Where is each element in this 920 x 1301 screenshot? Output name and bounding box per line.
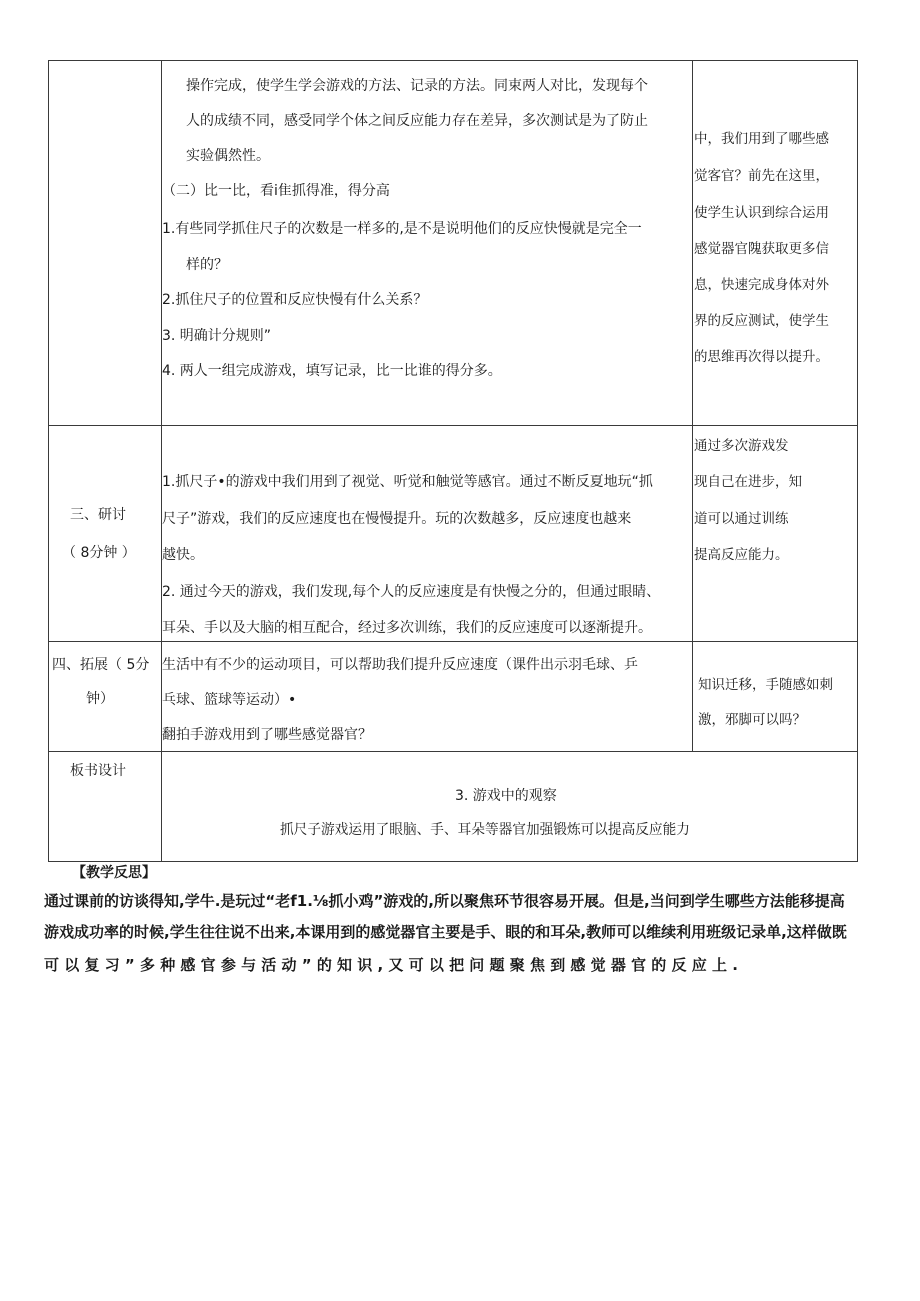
column-divider-right <box>692 61 693 751</box>
row-divider-1 <box>49 425 857 426</box>
row3-note-line: 激，邪脚可以吗？ <box>698 712 806 728</box>
row1-note-line: 使学生认识到综合运用 <box>694 205 829 221</box>
section-label-discussion: 三、研讨 <box>70 507 126 523</box>
row-divider-2 <box>49 641 857 642</box>
row1-note-line: 中，我们用到了哪些感 <box>694 131 829 147</box>
row2-main-line: 2. 通过今天的游戏，我们发现,每个人的反应速度是有快慢之分的，但通过眼睛、 <box>162 584 661 600</box>
section-label-extension: 四、拓展（ 5分 <box>52 657 150 673</box>
section-time-extension: 钟） <box>86 691 114 707</box>
row2-note-line: 提高反应能力。 <box>694 547 789 563</box>
row1-main-line: 3. 明确计分规则” <box>162 328 272 344</box>
row1-note-line: 感觉器官隗获取更多信 <box>694 241 829 257</box>
row-divider-3 <box>49 751 857 752</box>
row1-note-line: 息，快速完成身体对外 <box>694 277 829 293</box>
board-design-content: 抓尺子游戏运用了眼脑、手、耳朵等器官加强锻炼可以提高反应能力 <box>280 822 690 838</box>
board-design-title: 3. 游戏中的观察 <box>455 788 557 804</box>
row2-main-line: 越快。 <box>162 547 204 563</box>
row2-note-line: 道可以通过训练 <box>694 511 789 527</box>
row1-main-line: 人的成绩不同，感受同学个体之间反应能力存在差异，多次测试是为了防止 <box>186 113 648 129</box>
row1-main-line: 样的？ <box>186 257 228 273</box>
reflection-line: 游戏成功率的时候,学生往往说不出来,本课用到的感觉器官主要是手、眼的和耳朵,教师可以维续利用班级记录单,这样做既 <box>44 923 847 941</box>
row1-note-line: 觉客官？前先在这里， <box>694 168 829 184</box>
section-time-discussion: （ 8分钟 ） <box>62 545 136 561</box>
row1-main-line: 操作完成，使学生学会游戏的方法、记录的方法。同束两人对比，发现每个 <box>186 78 648 94</box>
row1-main-line: 2.抓住尺子的位置和反应快慢有什么关系？ <box>162 292 428 308</box>
row2-main-line: 1.抓尺子•的游戏中我们用到了视觉、听觉和触觉等感官。通过不断反夏地玩“抓 <box>162 474 653 490</box>
board-design-label: 板书设计 <box>70 763 126 779</box>
row3-main-line: 翻拍手游戏用到了哪些感觉器官？ <box>162 727 372 743</box>
reflection-line: 可 以 复 习 ” 多 种 感 官 参 与 活 动 ” 的 知 识 , 又 可 以 把 问 题 聚 焦 到 感 觉 器 官 的 反 应 上 . <box>44 956 738 974</box>
row1-main-line: 4. 两人一组完成游戏，填写记录，比一比谁的得分多。 <box>162 363 502 379</box>
row1-main-line: （二）比一比，看i隹抓得准，得分高 <box>162 183 390 199</box>
row1-main-line: 1.有些同学抓住尺子的次数是一样多的,是不是说明他们的反应快慢就是完全一 <box>162 221 642 237</box>
row1-note-line: 界的反应测试，使学生 <box>694 313 829 329</box>
row2-main-line: 尺子”游戏，我们的反应速度也在慢慢提升。玩的次数越多，反应速度也越来 <box>162 511 632 527</box>
row3-note-line: 知识迁移，手随感如刺 <box>698 677 833 693</box>
row3-main-line: 生活中有不少的运动项目，可以帮助我们提升反应速度（课件出示羽毛球、乒 <box>162 657 638 673</box>
reflection-title: 【教学反思】 <box>72 865 156 881</box>
row1-note-line: 的思维再次得以提升。 <box>694 349 829 365</box>
row1-main-line: 实验偶然性。 <box>186 148 270 164</box>
row2-note-line: 现自己在进步，知 <box>694 474 802 490</box>
row3-main-line: 乓球、篮球等运动）• <box>162 692 297 708</box>
row2-note-line: 通过多次游戏发 <box>694 438 789 454</box>
row2-main-line: 耳朵、手以及大脑的相互配合，经过多次训练，我们的反应速度可以逐渐提升。 <box>162 620 652 636</box>
reflection-line: 通过课前的访谈得知,学牛.是玩过“老f1.⅛抓小鸡”游戏的,所以聚焦环节很容易开展。但是,当问到学生哪些方法能移提高 <box>44 892 845 910</box>
